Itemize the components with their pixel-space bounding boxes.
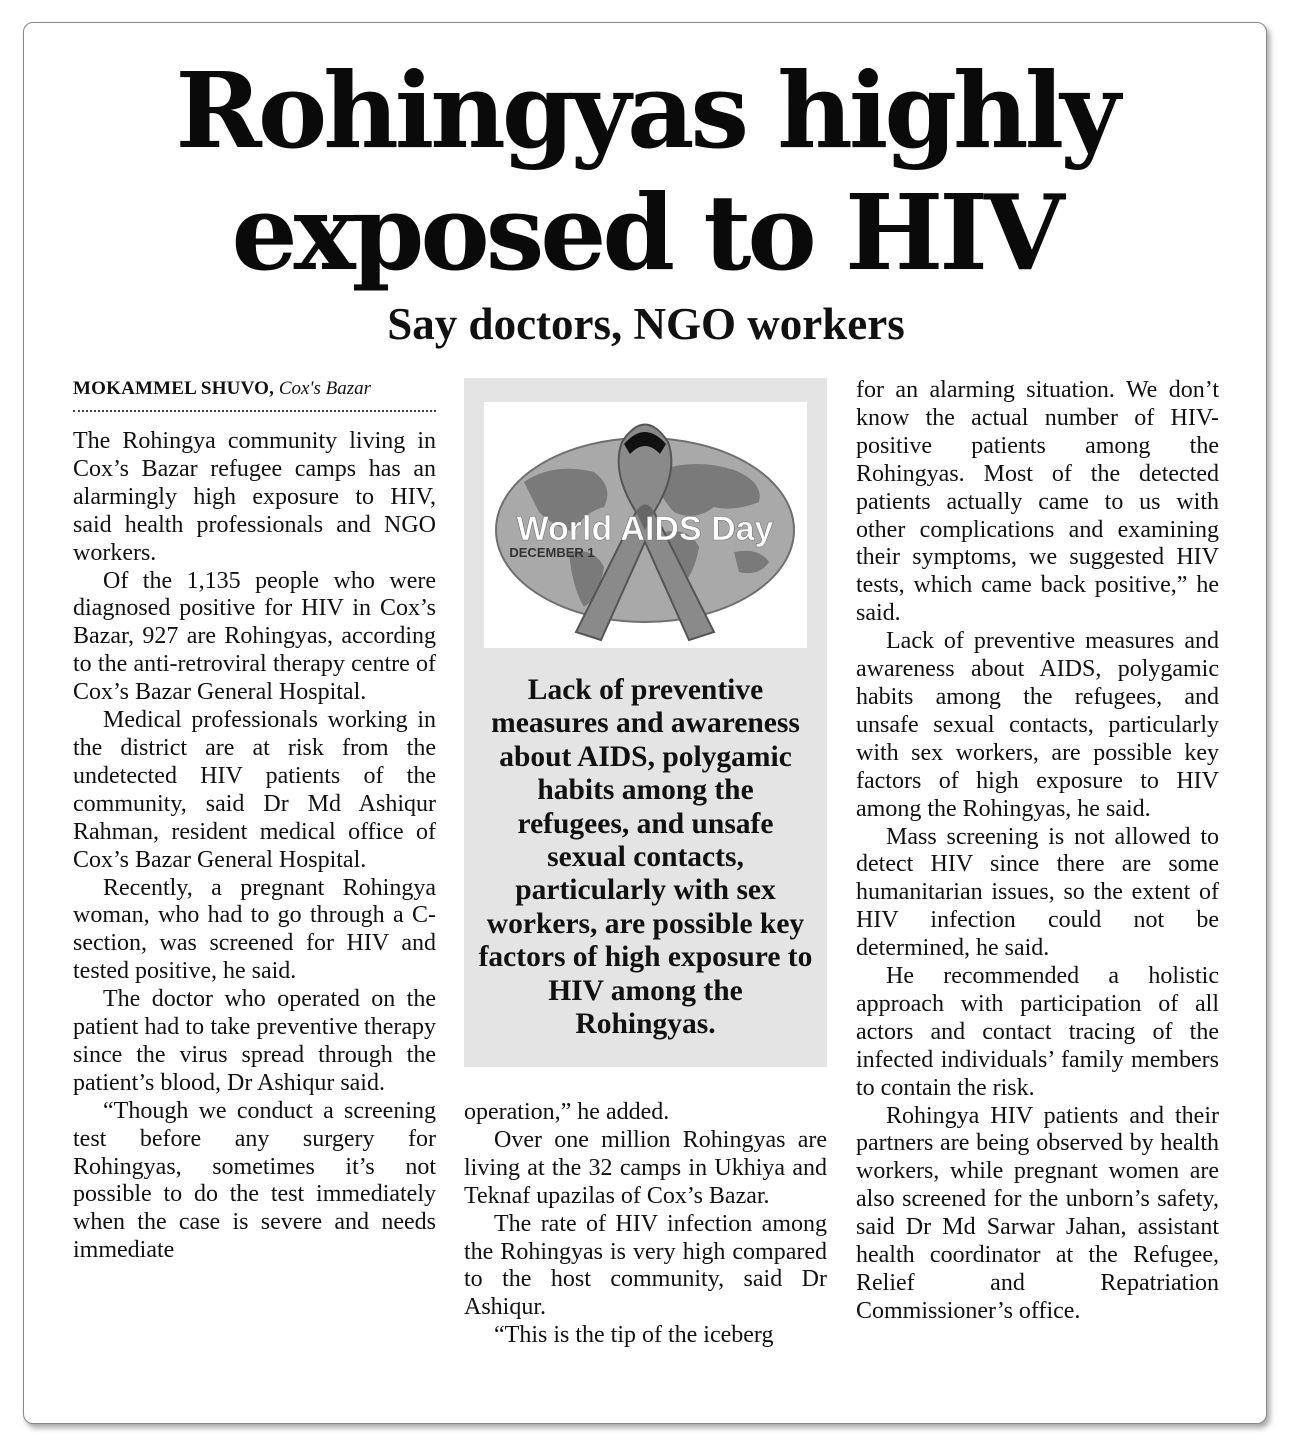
paragraph: “Though we conduct a screening test before any surgery for Rohingyas, sometimes it’s not possible to do the test immediately when the case is severe and needs immediate [73, 1097, 436, 1264]
byline-location: Cox's Bazar [278, 378, 372, 399]
headline-line-2: exposed to HIV [231, 171, 1061, 294]
logo-date: DECEMBER 1 [509, 545, 595, 560]
paragraph: Mass screening is not allowed to detect HIV since there are some humanitarian issues, so the extent of HIV infection could not be determined, he said. [856, 823, 1219, 962]
paragraph: The doctor who operated on the patient had to take preventive therapy since the virus spread through the patient’s blood, Dr Ashiqur said. [73, 986, 436, 1096]
world-aids-day-logo [484, 402, 807, 648]
byline [73, 376, 436, 412]
paragraph: Medical professionals working in the district are at risk from the undetected HIV patients of the community, said Dr Md Ashiqur Rahman, resident medical office of Cox’s Bazar General Hospital. [73, 707, 436, 873]
paragraph: Over one million Rohingyas are living at the 32 camps in Ukhiya and Teknaf upazilas of Cox’s Bazar. [464, 1126, 827, 1209]
article-column-3 [856, 377, 1219, 1326]
paragraph: The rate of HIV infection among the Rohingyas is very high compared to the host community, said Dr Ashiqur. [464, 1210, 827, 1321]
logo-title: World AIDS Day [516, 510, 774, 548]
headline-line-1: Rohingyas highly [175, 49, 1117, 172]
pull-quote-text: Lack of preventive measures and awareness about AIDS, polygamic habits among the refugees, and unsafe sexual contacts, particularly with sex workers, are possible key factors of high exposure to HIV among the Rohingyas. [478, 674, 813, 1041]
headline [0, 50, 1292, 294]
paragraph: The Rohingya community living in Cox’s Bazar refugee camps has an alarmingly high exposure to HIV, said health professionals and NGO workers. [73, 428, 436, 566]
article-column-1 [73, 428, 436, 1265]
paragraph: He recommended a holistic approach with participation of all actors and contact tracing of the infected individuals’ family members to contain the risk. [856, 963, 1219, 1101]
paragraph: “This is the tip of the iceberg [494, 1322, 774, 1349]
world-aids-day-graphic [484, 402, 807, 648]
paragraph: Rohingya HIV patients and their partners are being observed by health workers, while pregnant women are also screened for the unborn’s safety, said Dr Md Sarwar Jahan, assistant health coordinator at the Refugee, Relief and Repatriation Commissioner’s office. [856, 1102, 1219, 1324]
paragraph: Lack of preventive measures and awareness about AIDS, polygamic habits among the refugees, and unsafe sexual contacts, particularly with sex workers, are possible key factors of high exposure to HIV among the Rohingyas, he said. [856, 628, 1219, 822]
byline-author: MOKAMMEL SHUVO, [73, 378, 275, 399]
paragraph: Of the 1,135 people who were diagnosed positive for HIV in Cox’s Bazar, 927 are Rohingyas, according to the anti-retroviral therapy centre of Cox’s Bazar General Hospital. [73, 567, 436, 706]
paragraph: Recently, a pregnant Rohingya woman, who had to go through a C-section, was screened for HIV and tested positive, he said. [73, 874, 436, 985]
paragraph: for an alarming situation. We don’t know the actual number of HIV-positive patients among the Rohingyas. Most of the detected patients actually came to us with other complications and examining their symptoms, we suggested HIV tests, which came back positive,” he said. [856, 377, 1219, 627]
subheadline: Say doctors, NGO workers [387, 299, 905, 349]
pull-quote-box [464, 378, 827, 1067]
paragraph: operation,” he added. [464, 1099, 670, 1125]
article-column-2 [464, 1099, 827, 1350]
